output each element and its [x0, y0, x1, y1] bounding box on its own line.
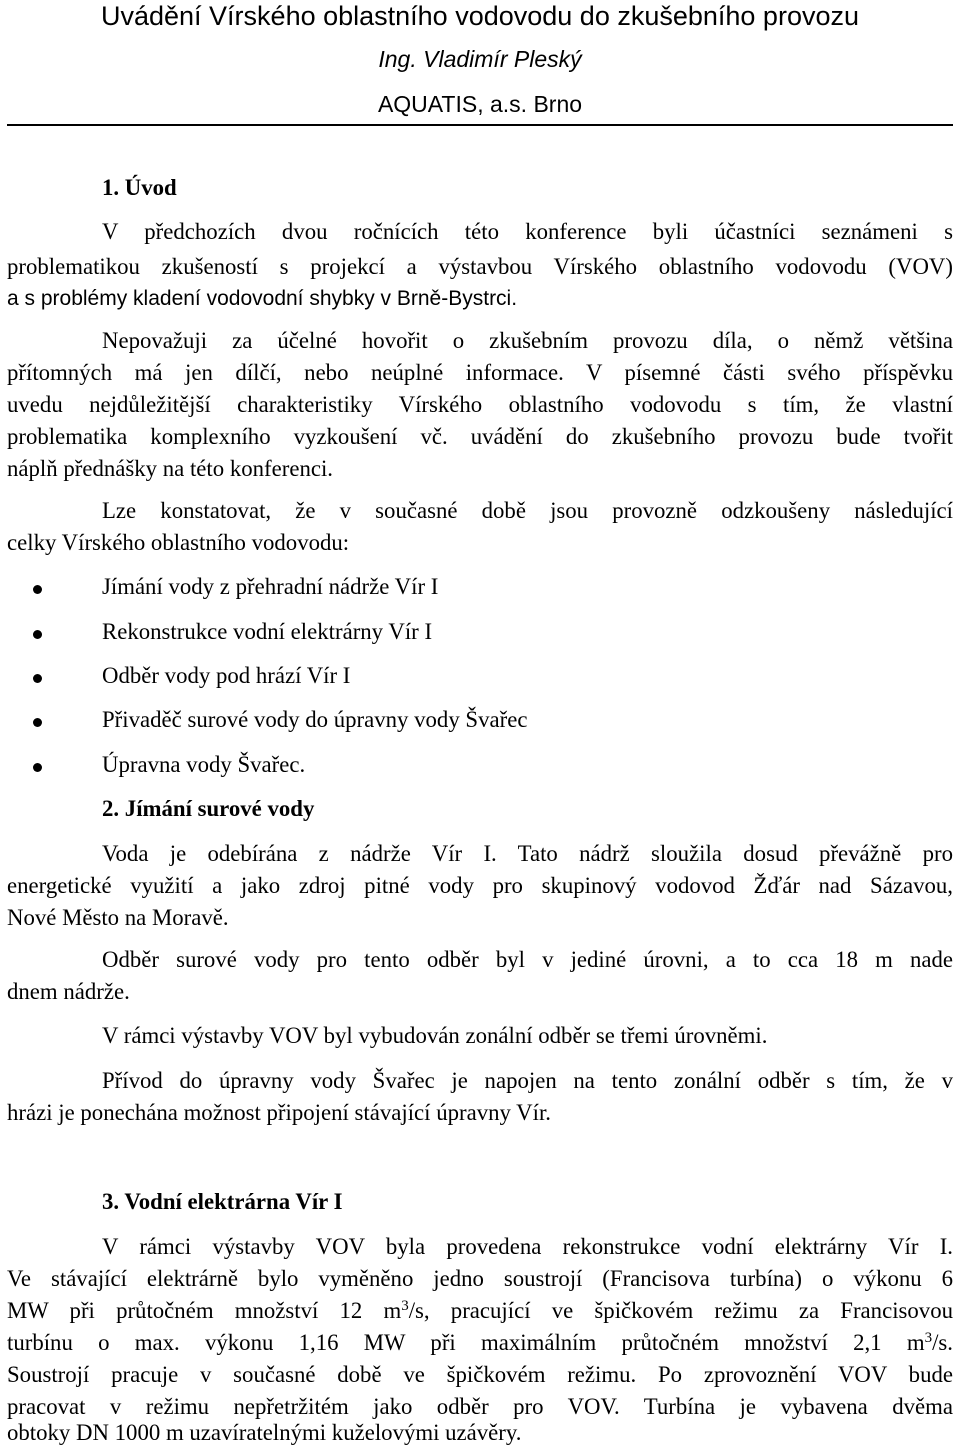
paragraph-line: Nové Město na Moravě. — [7, 905, 229, 930]
text-fragment: turbínu o max. výkonu 1,16 MW při maximálním průtočném množství 2,1 m — [7, 1330, 925, 1355]
paragraph-line: celky Vírského oblastního vodovodu: — [7, 530, 350, 555]
paragraph-line: Nepovažuji za účelné hovořit o zkušebním provozu díla, o němž většina — [102, 328, 953, 353]
paragraph-line: Odběr surové vody pro tento odběr byl v jediné úrovni, a to cca 18 m nade — [102, 947, 953, 972]
superscript: 3 — [924, 1330, 933, 1346]
paragraph-line: problematikou zkušeností s projekcí a výstavbou Vírského oblastního vodovodu (VOV) — [7, 254, 953, 279]
paragraph-line: V rámci výstavby VOV byla provedena rekonstrukce vodní elektrárny Vír I. — [102, 1234, 953, 1259]
paragraph-line: dnem nádrže. — [7, 979, 130, 1004]
list-item: Úpravna vody Švařec. — [102, 752, 306, 777]
bullet-icon — [33, 718, 42, 727]
paragraph-line: přítomných má jen dílčí, nebo neúplné informace. V písemné části svého příspěvku — [7, 360, 953, 385]
paragraph-line: V rámci výstavby VOV byl vybudován zonální odběr se třemi úrovněmi. — [102, 1023, 768, 1048]
list-item: Jímání vody z přehradní nádrže Vír I — [102, 574, 439, 599]
bullet-icon — [33, 763, 42, 772]
bullet-icon — [33, 585, 42, 594]
bullet-icon — [33, 674, 42, 683]
header-rule — [7, 124, 953, 126]
paragraph-line — [7, 1329, 953, 1357]
paragraph-line: Voda je odebírána z nádrže Vír I. Tato nádrž sloužila dosud převážně pro — [102, 841, 953, 866]
list-item: Přivaděč surové vody do úpravny vody Švařec — [102, 707, 528, 732]
document-title: Uvádění Vírského oblastního vodovodu do zkušebního provozu — [100, 1, 859, 31]
author-affiliation: AQUATIS, a.s. Brno — [377, 91, 583, 117]
author-name: Ing. Vladimír Pleský — [378, 46, 582, 72]
bullet-icon — [33, 630, 42, 639]
paragraph-line: Ve stávající elektrárně bylo vyměněno jedno soustrojí (Francisova turbína) o výkonu 6 — [7, 1266, 953, 1291]
paragraph-line: obtoky DN 1000 m uzavíratelnými kuželovými uzávěry. — [7, 1420, 522, 1445]
paragraph-line: problematika komplexního vyzkoušení vč. uvádění do zkušebního provozu bude tvořit — [7, 424, 953, 449]
paragraph-line: Přívod do úpravny vody Švařec je napojen na tento zonální odběr s tím, že v — [102, 1068, 953, 1093]
paragraph-line: a s problémy kladení vodovodní shybky v Brně-Bystrci. — [7, 287, 518, 310]
section-heading-intro: 1. Úvod — [102, 175, 177, 200]
paragraph-line: hrázi je ponechána možnost připojení stávající úpravny Vír. — [7, 1100, 552, 1125]
paragraph-line — [7, 1297, 953, 1325]
text-fragment: /s. — [932, 1330, 953, 1355]
section-heading-power-plant: 3. Vodní elektrárna Vír I — [102, 1189, 343, 1214]
list-item: Odběr vody pod hrází Vír I — [102, 663, 351, 688]
paragraph-line: Lze konstatovat, že v současné době jsou provozně odzkoušeny následující — [102, 498, 953, 523]
superscript: 3 — [401, 1298, 409, 1314]
paragraph-line: V předchozích dvou ročnících této konference byli účastníci seznámeni s — [102, 219, 953, 244]
paragraph-line: náplň přednášky na této konferenci. — [7, 456, 334, 481]
paragraph-line: pracovat v režimu nepřetržitém jako odběr pro VOV. Turbína je vybavena dvěma — [7, 1394, 953, 1419]
text-fragment: MW při průtočném množství 12 m — [7, 1298, 402, 1323]
paragraph-line: uvedu nejdůležitější charakteristiky Vírského oblastního vodovodu s tím, že vlastní — [7, 392, 953, 417]
list-item: Rekonstrukce vodní elektrárny Vír I — [102, 619, 433, 644]
section-heading-intake: 2. Jímání surové vody — [102, 796, 315, 821]
paragraph-line: Soustrojí pracuje v současné době ve špičkovém režimu. Po zprovoznění VOV bude — [7, 1362, 953, 1387]
text-fragment: /s, pracující ve špičkovém režimu za Francisovou — [408, 1298, 953, 1323]
paragraph-line: energetické využití a jako zdroj pitné vody pro skupinový vodovod Žďár nad Sázavou, — [7, 873, 953, 898]
